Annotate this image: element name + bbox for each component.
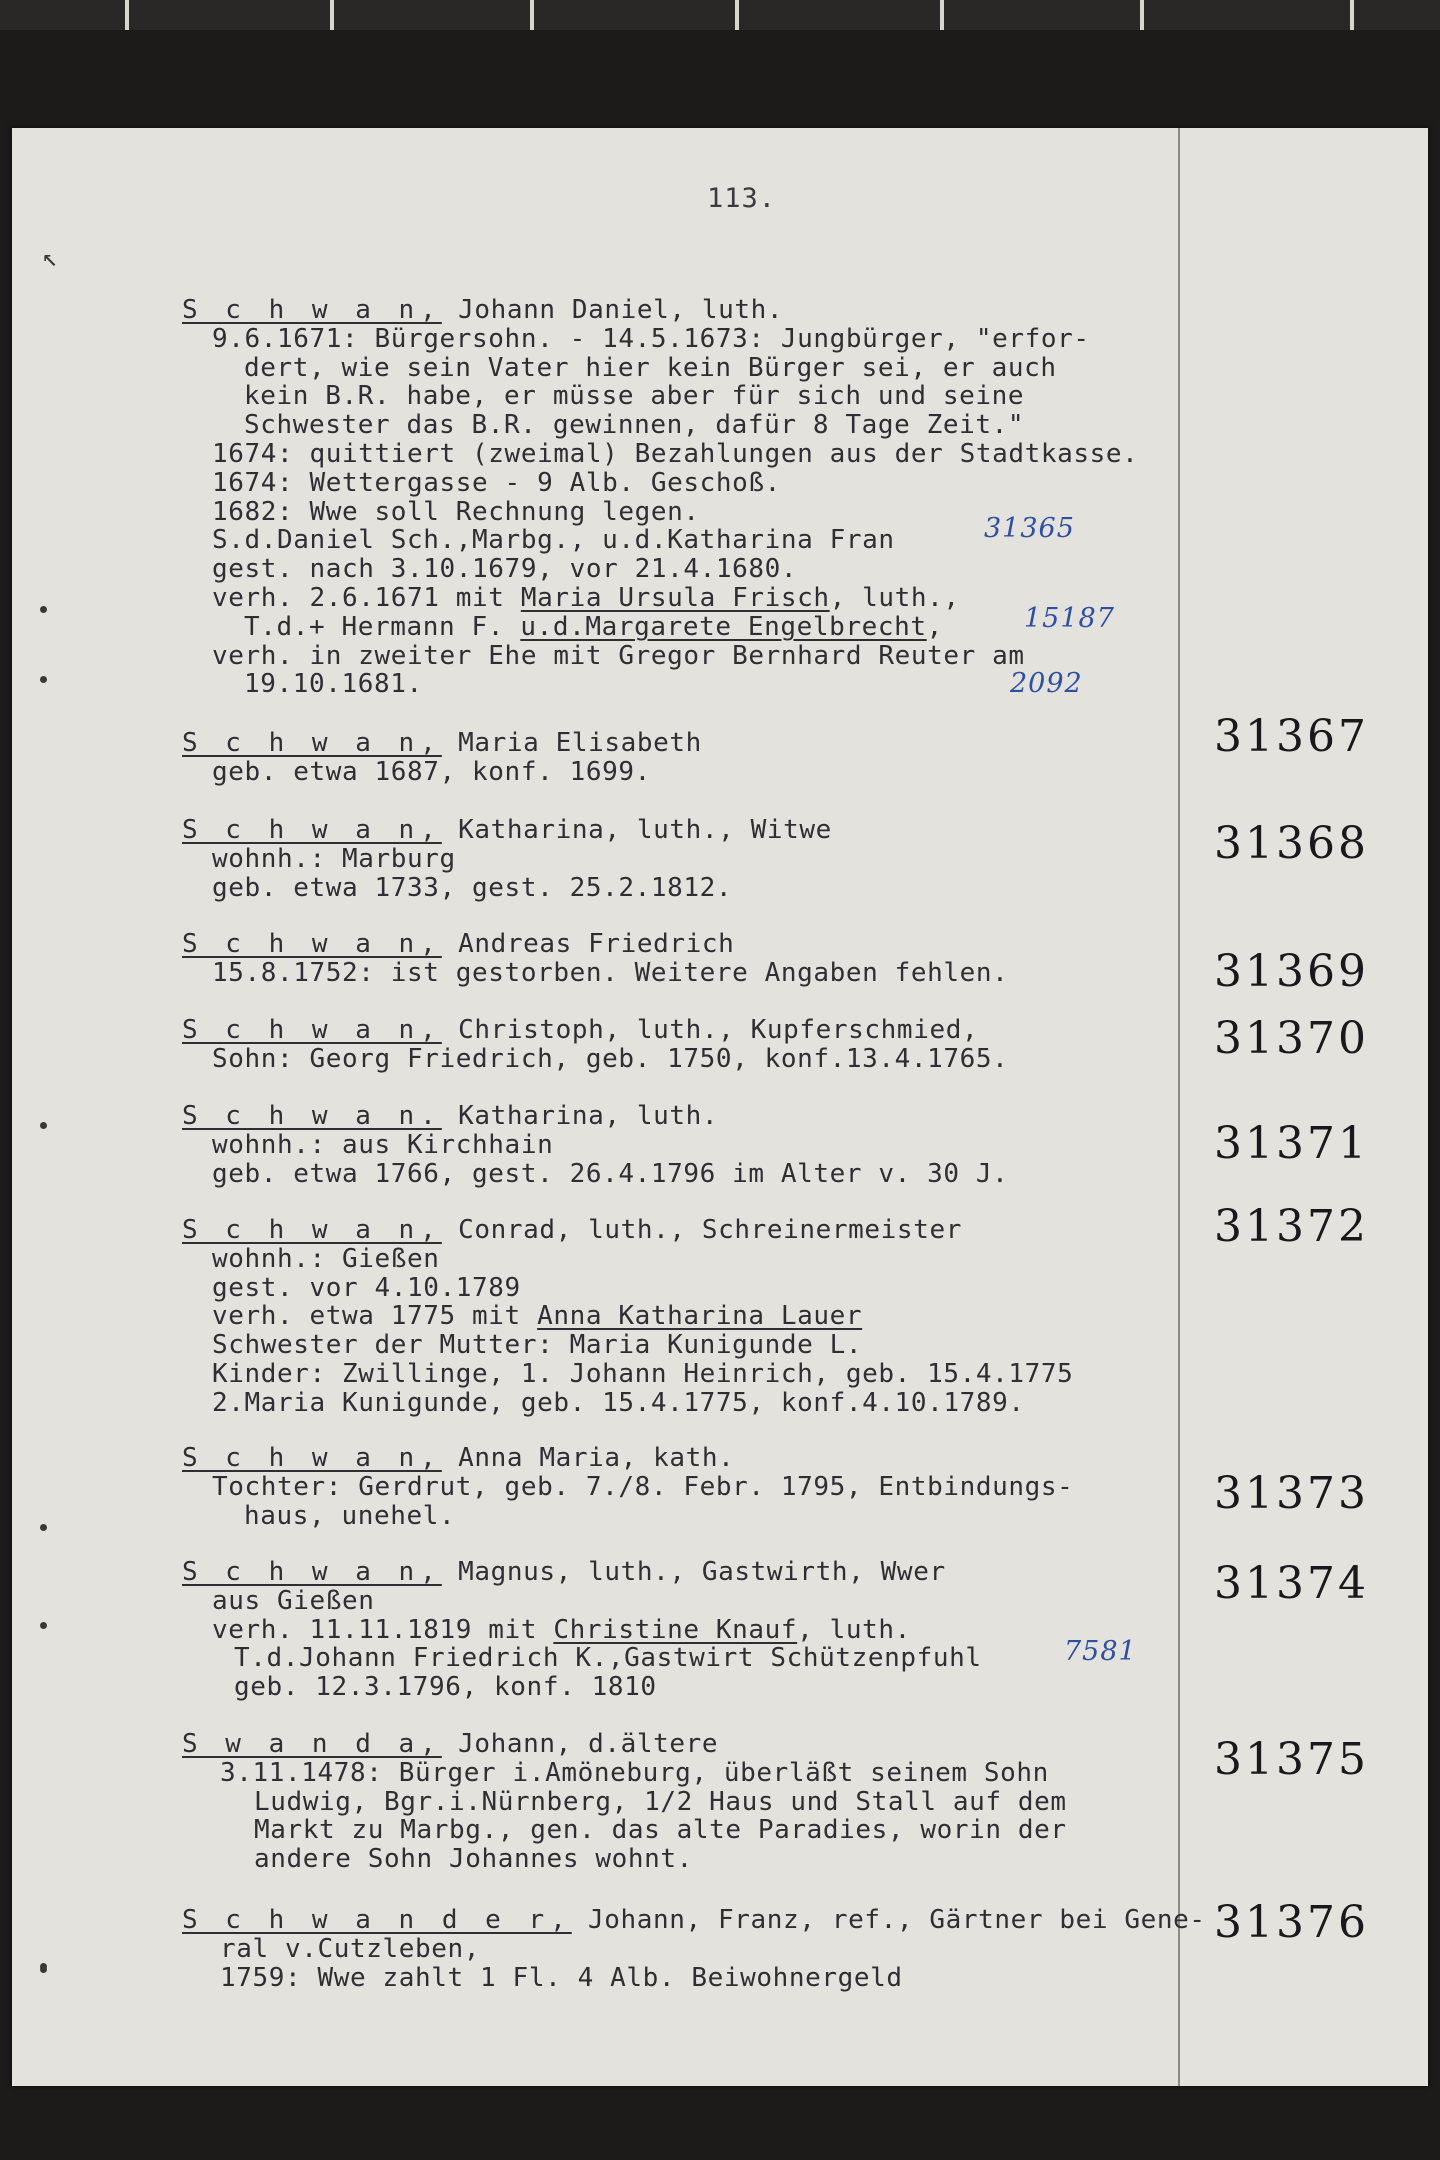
record-number: 31370 [1214,1013,1369,1064]
entry-line: wohnh.: Gießen [212,1243,440,1274]
surname: S c h w a n, [182,295,442,325]
punch-hole [40,1524,47,1531]
entry-swanda-johann [182,1730,1222,1874]
film-tick [1140,0,1144,30]
entry-schwan-magnus [182,1558,1222,1702]
entry-line: T.d.Johann Friedrich K.,Gastwirt Schützenpfuhl [234,1643,982,1674]
entry-line: andere Sohn Johannes wohnt. [254,1844,693,1875]
page-number: 113. [707,183,777,214]
given-names: Johann, d.ältere [441,1729,719,1759]
entry-line: , [926,611,943,642]
entry-line: geb. etwa 1766, gest. 26.4.1796 im Alter v. 30 J. [212,1158,1009,1189]
film-tick [530,0,534,30]
entry-line: Tochter: Gerdrut, geb. 7./8. Febr. 1795, Entbindungs- [212,1471,1074,1502]
entry-line: kein B.R. habe, er müsse aber für sich und seine [244,381,1025,412]
entry-line: wohnh.: Marburg [212,843,456,874]
entry-line: wohnh.: aus Kirchhain [212,1129,554,1160]
entry-line: , luth., [829,582,960,613]
surname: S c h w a n. [182,1101,442,1131]
spouse-name: Anna Katharina Lauer [537,1301,863,1332]
surname: S c h w a n, [182,929,442,959]
film-tick [735,0,739,30]
given-names: Katharina, luth., Witwe [441,815,832,845]
entry-line: aus Gießen [212,1585,375,1616]
surname: S c h w a n, [182,815,442,845]
entry-line: gest. vor 4.10.1789 [212,1272,521,1303]
film-tick [125,0,129,30]
given-names: Andreas Friedrich [441,929,735,959]
film-strip [0,0,1440,30]
film-tick [940,0,944,30]
record-number: 31375 [1214,1734,1369,1785]
entry-line: 1759: Wwe zahlt 1 Fl. 4 Alb. Beiwohnergeld [220,1962,903,1993]
entry-line: verh. 2.6.1671 mit [212,582,521,613]
surname: S c h w a n, [182,728,442,758]
given-names: Anna Maria, kath. [441,1443,735,1473]
record-number: 31367 [1214,711,1369,762]
entry-schwan-johann-daniel [182,296,1222,699]
parent-name: u.d.Margarete Engelbrecht [520,611,927,642]
given-names: Conrad, luth., Schreinermeister [441,1215,962,1245]
entry-schwan-katharina [182,1102,1222,1188]
entry-line: gest. nach 3.10.1679, vor 21.4.1680. [212,554,798,585]
entry-schwan-maria-elisabeth [182,729,1222,787]
entry-line: Schwester der Mutter: Maria Kunigunde L. [212,1330,863,1361]
entry-line: Kinder: Zwillinge, 1. Johann Heinrich, geb. 15.4.1775 [212,1358,1074,1389]
corner-mark: ↖ [42,243,58,273]
surname: S c h w a n d e r, [182,1905,572,1935]
entry-line: dert, wie sein Vater hier kein Bürger sei, er auch [244,352,1057,383]
entry-line: verh. in zweiter Ehe mit Gregor Bernhard Reuter am [212,640,1025,671]
given-names: Christoph, luth., Kupferschmied, [441,1015,979,1045]
entry-schwan-conrad [182,1216,1222,1418]
entry-line: S.d.Daniel Sch.,Marbg., u.d.Katharina Fran [212,525,895,556]
entry-schwander-johann-franz [182,1906,1222,1992]
entry-line: Ludwig, Bgr.i.Nürnberg, 1/2 Haus und Stall auf dem [254,1786,1067,1817]
punch-hole [40,1622,47,1629]
entry-line: 1674: quittiert (zweimal) Bezahlungen aus der Stadtkasse. [212,438,1139,469]
entry-line: Sohn: Georg Friedrich, geb. 1750, konf.13.4.1765. [212,1043,1009,1074]
entry-line: geb. etwa 1687, konf. 1699. [212,756,651,787]
surname: S c h w a n, [182,1215,442,1245]
entry-line: 19.10.1681. [244,669,423,700]
entry-line: haus, unehel. [244,1500,456,1531]
entry-line: 1682: Wwe soll Rechnung legen. [212,496,700,527]
entry-line: ral v.Cutzleben, [220,1933,481,1964]
record-number: 31371 [1214,1118,1369,1169]
spouse-name: Christine Knauf [553,1614,798,1645]
surname: S w a n d a, [182,1729,442,1759]
given-names: Katharina, luth. [441,1101,719,1131]
record-number: 31373 [1214,1468,1369,1519]
film-tick [1350,0,1354,30]
index-card [12,128,1428,2086]
entry-line: Schwester das B.R. gewinnen, dafür 8 Tage Zeit." [244,410,1025,441]
punch-hole [40,676,47,683]
record-number: 31374 [1214,1558,1369,1609]
film-tick [330,0,334,30]
entry-line: 15.8.1752: ist gestorben. Weitere Angaben fehlen. [212,957,1009,988]
punch-hole [40,1963,47,1970]
given-names: Johann Daniel, luth. [441,295,784,325]
entry-line: 1674: Wettergasse - 9 Alb. Geschoß. [212,467,781,498]
given-names: Magnus, luth., Gastwirth, Wwer [441,1557,946,1587]
spouse-name: Maria Ursula Frisch [520,582,830,613]
given-names: Johann, Franz, ref., Gärtner bei Gene- [571,1905,1206,1935]
handwritten-ref: 31365 [984,513,1075,544]
handwritten-ref: 7581 [1064,1636,1137,1667]
entry-line: geb. 12.3.1796, konf. 1810 [234,1672,657,1703]
entry-line: verh. etwa 1775 mit [212,1301,538,1332]
entry-line: Markt zu Marbg., gen. das alte Paradies, worin der [254,1815,1067,1846]
surname: S c h w a n, [182,1443,442,1473]
given-names: Maria Elisabeth [441,728,702,758]
handwritten-ref: 15187 [1024,603,1115,634]
record-number: 31368 [1214,818,1369,869]
entry-schwan-andreas-friedrich [182,930,1222,988]
surname: S c h w a n, [182,1015,442,1045]
entry-schwan-anna-maria [182,1444,1222,1530]
punch-hole [40,1122,47,1129]
record-number: 31369 [1214,946,1369,997]
entry-line: 2.Maria Kunigunde, geb. 15.4.1775, konf.4.10.1789. [212,1387,1025,1418]
entry-line: geb. etwa 1733, gest. 25.2.1812. [212,872,733,903]
entry-schwan-katharina-witwe [182,816,1222,902]
entry-line: , luth. [797,1614,911,1645]
punch-hole [40,606,47,613]
record-number: 31376 [1214,1897,1369,1948]
surname: S c h w a n, [182,1557,442,1587]
entry-schwan-christoph [182,1016,1222,1074]
entry-line: T.d.+ Hermann F. [244,611,521,642]
entry-line: verh. 11.11.1819 mit [212,1614,554,1645]
record-number: 31372 [1214,1201,1369,1252]
entry-line: 9.6.1671: Bürgersohn. - 14.5.1673: Jungbürger, "erfor- [212,323,1090,354]
handwritten-ref: 2092 [1010,668,1083,699]
entry-line: 3.11.1478: Bürger i.Amöneburg, überläßt seinem Sohn [220,1757,1049,1788]
